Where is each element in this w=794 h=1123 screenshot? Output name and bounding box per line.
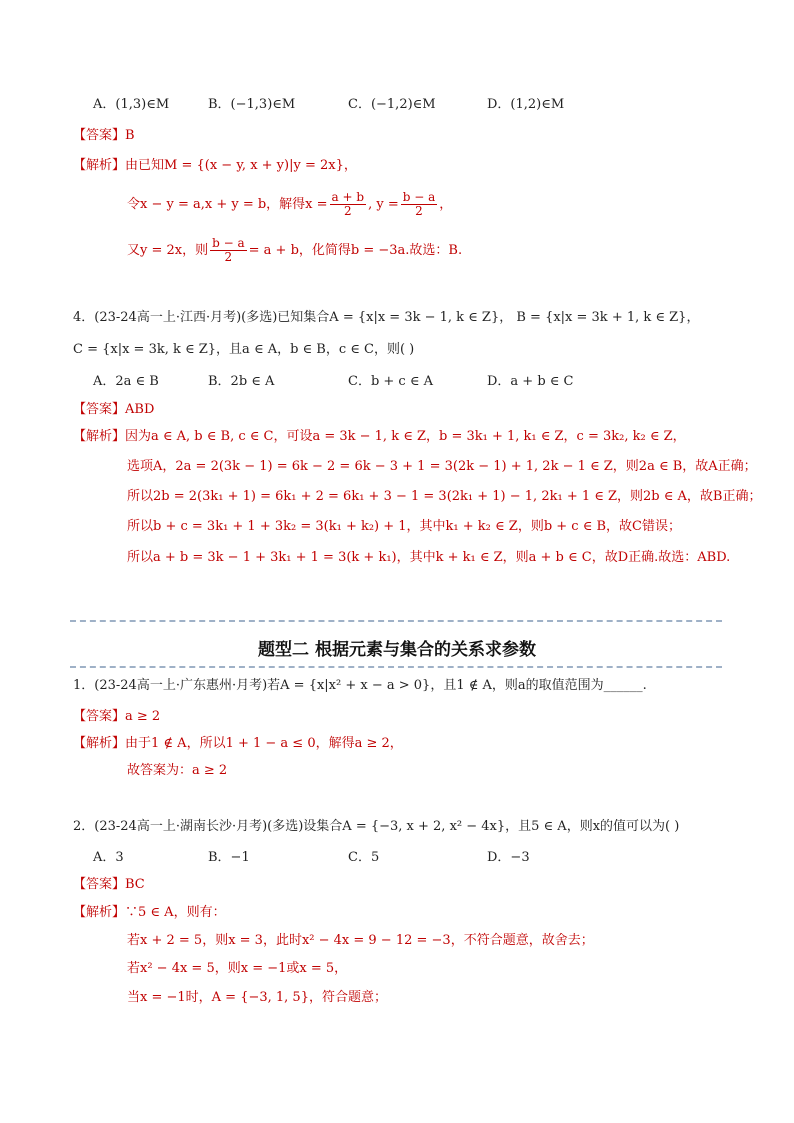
q3-analysis-line-1: 由已知M = {(x − y, x + y)|y = 2x}，	[125, 158, 357, 173]
q3-option-d: D．(1,2)∈M	[487, 97, 565, 112]
section-title: 题型二 根据元素与集合的关系求参数	[258, 640, 536, 660]
s2q1-analysis	[73, 735, 403, 753]
q3-analysis	[73, 157, 357, 175]
q4-options	[93, 373, 713, 391]
s2q2-analysis-line-4: 当x = −1时，A = {−3, 1, 5}，符合题意；	[127, 990, 387, 1005]
q3-analysis-line-3: 又y = 2x，则 $\frac{b - a}{2}$ = a + b，化简得b = −3a.故选：B.	[127, 236, 463, 264]
q4-stem-line-2: C = {x|x = 3k, k ∈ Z}，且a ∈ A，b ∈ B，c ∈ C，则( )	[73, 342, 415, 357]
section-divider-bottom	[70, 666, 722, 668]
s2q1-stem: 1．(23-24高一上·广东惠州·月考)若A = {x|x² + x − a > 0}，且1 ∉ A，则a的取值范围为______.	[73, 678, 647, 693]
q4-answer-value: ABD	[125, 402, 155, 417]
analysis-tag: 【解析】	[73, 158, 126, 173]
answer-tag: 【答案】	[73, 709, 126, 724]
s2q2-analysis-line-2: 若x + 2 = 5，则x = 3，此时x² − 4x = 9 − 12 = −3，不符合题意，故舍去；	[127, 933, 594, 948]
analysis-tag: 【解析】	[73, 905, 126, 920]
s2q2-analysis-line-1: ∵5 ∈ A，则有：	[125, 905, 226, 920]
q4-analysis-line-3: 所以2b = 2(3k₁ + 1) = 6k₁ + 2 = 6k₁ + 3 − 1 = 3(2k₁ + 1) − 1, 2k₁ + 1 ∈ Z，则2b ∈ A，故B正确；	[127, 489, 762, 504]
q3-option-a: A．(1,3)∈M	[93, 97, 170, 112]
s2q2-stem: 2．(23-24高一上·湖南长沙·月考)(多选)设集合A = {−3, x + 2, x² − 4x}，且5 ∈ A，则x的值可以为( )	[73, 819, 680, 834]
answer-tag: 【答案】	[73, 402, 126, 417]
q4-stem-line-1: 4．(23-24高一上·江西·月考)(多选)已知集合A = {x|x = 3k − 1, k ∈ Z}， B = {x|x = 3k + 1, k ∈ Z}，	[73, 310, 700, 325]
s2q1-analysis-line-2: 故答案为：a ≥ 2	[127, 763, 228, 778]
q4-option-c: C．b + c ∈ A	[348, 374, 433, 389]
s2q2-options	[93, 849, 713, 867]
q4-analysis-line-2: 选项A，2a = 2(3k − 1) = 6k − 2 = 6k − 3 + 1 = 3(2k − 1) + 1, 2k − 1 ∈ Z，则2a ∈ B，故A正确；	[127, 459, 757, 474]
fraction: $\frac{a + b}{2}$	[331, 190, 365, 218]
answer-tag: 【答案】	[73, 128, 126, 143]
s2q2-option-a: A．3	[93, 850, 124, 865]
q4-analysis-line-4: 所以b + c = 3k₁ + 1 + 3k₂ = 3(k₁ + k₂) + 1，其中k₁ + k₂ ∈ Z，则b + c ∈ B，故C错误；	[127, 519, 681, 534]
s2q1-analysis-line-1: 由于1 ∉ A，所以1 + 1 − a ≤ 0，解得a ≥ 2，	[125, 736, 403, 751]
q4-option-b: B．2b ∈ A	[208, 374, 275, 389]
fraction: $\frac{b - a}{2}$	[212, 236, 245, 264]
answer-tag: 【答案】	[73, 877, 126, 892]
q3-answer-value: B	[125, 128, 135, 143]
s2q2-answer	[73, 876, 145, 894]
s2q2-option-b: B．−1	[208, 850, 250, 865]
q4-analysis-line-1: 因为a ∈ A, b ∈ B, c ∈ C，可设a = 3k − 1, k ∈ Z，b = 3k₁ + 1, k₁ ∈ Z，c = 3k₂, k₂ ∈ Z，	[125, 429, 686, 444]
s2q2-analysis-line-3: 若x² − 4x = 5，则x = −1或x = 5，	[127, 961, 348, 976]
q3-answer	[73, 127, 135, 145]
s2q2-answer-value: BC	[125, 877, 145, 892]
q4-option-d: D．a + b ∈ C	[487, 374, 574, 389]
s2q1-answer-value: a ≥ 2	[125, 709, 161, 724]
analysis-tag: 【解析】	[73, 736, 126, 751]
q4-analysis-line-5: 所以a + b = 3k − 1 + 3k₁ + 1 = 3(k + k₁)，其中k + k₁ ∈ Z，则a + b ∈ C，故D正确.故选：ABD.	[127, 550, 731, 565]
q4-answer	[73, 401, 154, 419]
s2q2-analysis	[73, 904, 226, 922]
q3-analysis-line-2: 令x − y = a,x + y = b，解得x = $\frac{a + b}{2}$ , y = $\frac{b - a}{2}$ ，	[127, 190, 453, 218]
q3-options	[93, 96, 713, 114]
q4-option-a: A．2a ∈ B	[93, 374, 159, 389]
s2q2-option-c: C．5	[348, 850, 380, 865]
section-divider-top	[70, 620, 722, 622]
analysis-tag: 【解析】	[73, 429, 126, 444]
q3-option-c: C．(−1,2)∈M	[348, 97, 436, 112]
q4-analysis	[73, 428, 686, 446]
s2q2-option-d: D．−3	[487, 850, 530, 865]
s2q1-answer	[73, 708, 160, 726]
fraction: $\frac{b - a}{2}$	[402, 190, 436, 218]
q3-option-b: B．(−1,3)∈M	[208, 97, 296, 112]
